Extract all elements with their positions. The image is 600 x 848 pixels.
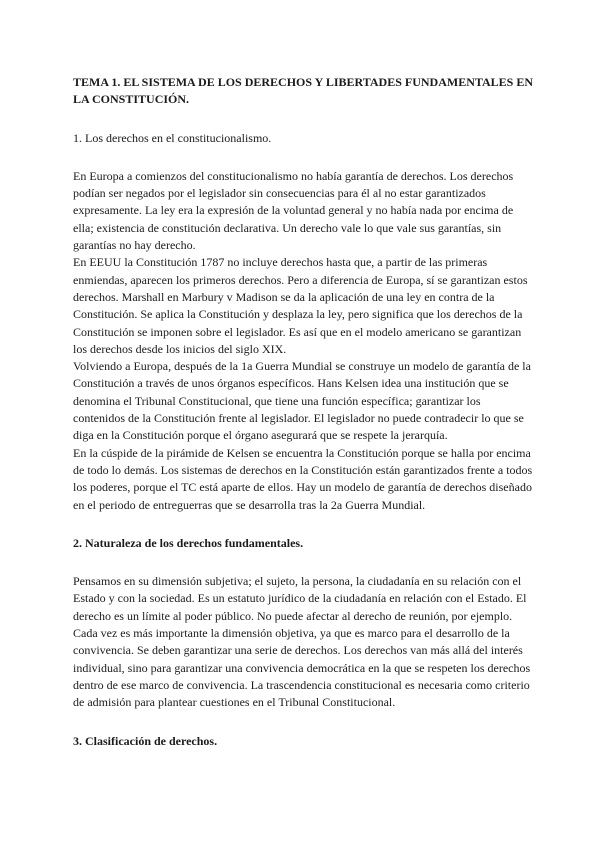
section-2-paragraph-1: Pensamos en su dimensión subjetiva; el sujeto, la persona, la ciudadanía en su relación con el Estado y con la sociedad. Es un estatuto jurídico de la ciudadanía en relación con el Estado. El derecho es un límite al poder público. No puede afectar al derecho de reunión, por ejemplo. — [73, 574, 527, 623]
section-1-paragraph-2: En EEUU la Constitución 1787 no incluye derechos hasta que, a partir de las primeras enmiendas, aparecen los primeros derechos. Pero a diferencia de Europa, sí se garantizan estos derechos. Marshall en Marbury v Madison se da la aplicación de una ley en contra de la Constitución. Se aplica la Constitución y desplaza la ley, pero significa que los derechos de la Constitución se imponen sobre el legislador. Es así que en el modelo americano se garantizan los derechos desde los inicios del siglo XIX. — [73, 255, 528, 356]
spacer — [73, 712, 533, 733]
spacer — [73, 514, 533, 535]
section-2-paragraph-2: Cada vez es más importante la dimensión objetiva, ya que es marco para el desarrollo de la convivencia. Se deben garantizar una serie de derechos. Los derechos van más allá del interés individual, sino para garantizar una convivencia democrática en la que se respeten los derechos dentro de ese marco de convivencia. La trascendencia constitucional es necesaria como criterio de admisión para plantear cuestiones en el Tribunal Constitucional. — [73, 626, 531, 710]
document-title: TEMA 1. EL SISTEMA DE LOS DERECHOS Y LIBERTADES FUNDAMENTALES EN LA CONSTITUCIÓN. — [73, 75, 534, 107]
document-content — [73, 74, 533, 771]
section-1-paragraph-4: En la cúspide de la pirámide de Kelsen se encuentra la Constitución porque se halla por encima de todo lo demás. Los sistemas de derechos en la Constitución están garantizados frente a todos los poderes, porque el TC está aparte de ellos. Hay un modelo de garantía de derechos diseñado en el periodo de entreguerras que se desarrolla tras la 2a Guerra Mundial. — [73, 445, 533, 512]
section-3-heading: 3. Clasificación de derechos. — [73, 733, 218, 748]
section-1-paragraph-1: En Europa a comienzos del constitucionalismo no había garantía de derechos. Los derechos podían ser negados por el legislador sin consecuencias para él al no estar garantizados expresamente. La ley era la expresión de la voluntad general y no había nada por encima de ella; existencia de constitución declarativa. Un derecho vale lo que vale sus garantías, sin garantías no hay derecho. — [73, 168, 514, 253]
section-1-heading: 1. Los derechos en el constitucionalismo. — [73, 130, 272, 145]
section-1-paragraph-3: Volviendo a Europa, después de la 1a Guerra Mundial se construye un modelo de garantía de la Constitución a través de unos órganos específicos. Hans Kelsen idea una institución que se denomina el Tribunal Constitucional, que tiene una función específica; garantizar los contenidos de la Constitución frente al legislador. El legislador no puede contradecir lo que se diga en la Constitución porque el órgano asegurará que se respete la jerarquía. — [73, 359, 531, 443]
section-2-heading: 2. Naturaleza de los derechos fundamentales. — [73, 535, 304, 550]
